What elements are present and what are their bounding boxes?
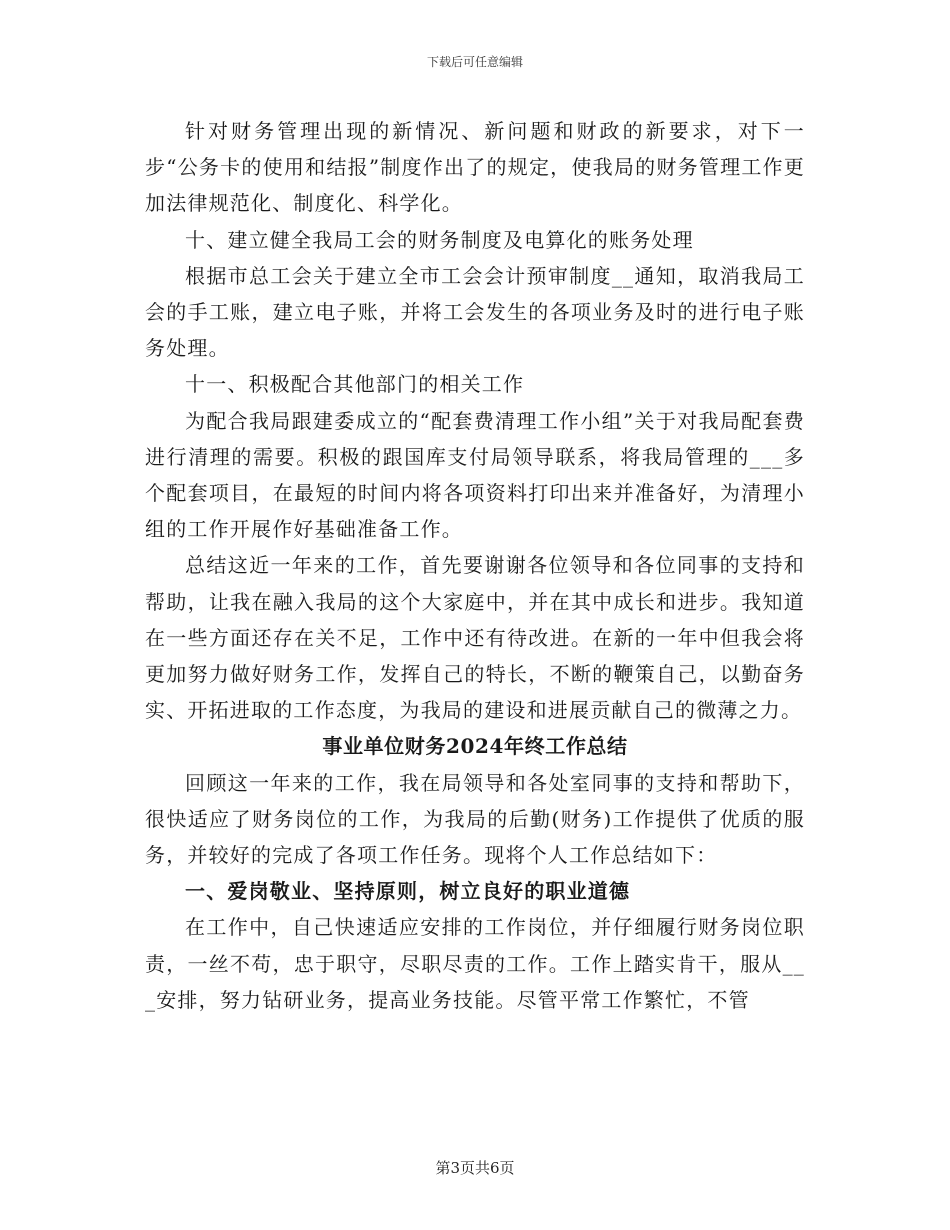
section-heading-cooperation: 十一、积极配合其他部门的相关工作 — [185, 372, 525, 397]
paragraph-review: 回顾这一年来的工作，我在局领导和各处室同事的支持和帮助下，很快适应了财务岗位的工作，为我局的后勤(财务)工作提供了优质的服务，并较好的完成了各项工作任务。现将个人工作总结如下： — [145, 770, 805, 868]
paragraph-union-accounts: 根据市总工会关于建立全市工会会计预审制度__通知，取消我局工会的手工账，建立电子账，并将工会发生的各项业务及时的进行电子账务处理。 — [145, 263, 805, 361]
paragraph-work-duties: 在工作中，自己快速适应安排的工作岗位，并仔细履行财务岗位职责，一丝不苟，忠于职守，尽职尽责的工作。工作上踏实肯干，服从___安排，努力钻研业务，提高业务技能。尽管平常工作繁忙，不管 — [145, 915, 805, 1012]
section-heading-union-finance: 十、建立健全我局工会的财务制度及电算化的账务处理 — [185, 227, 694, 252]
paragraph-summary: 总结这近一年来的工作，首先要谢谢各位领导和各位同事的支持和帮助，让我在融入我局的这个大家庭中，并在其中成长和进步。我知道在一些方面还存在关不足，工作中还有待改进。在新的一年中但我会将更加努力做好财务工作，发挥自己的特长，不断的鞭策自己，以勤奋务实、开拓进取的工作态度，为我局的建设和进展贡献自己的微薄之力。 — [145, 553, 805, 723]
section-heading-ethics: 一、爱岗敬业、坚持原则，树立良好的职业道德 — [185, 879, 631, 904]
document-body — [145, 113, 805, 1018]
document-title: 事业单位财务2024年终工作总结 — [322, 734, 628, 759]
header-note: 下载后可任意编辑 — [426, 55, 523, 69]
paragraph-cooperation: 为配合我局跟建委成立的“配套费清理工作小组”关于对我局配套费进行清理的需要。积极的跟国库支付局领导联系，将我局管理的___多个配套项目，在最短的时间内将各项资料打印出来并准备好，为清理小组的工作开展作好基础准备工作。 — [145, 408, 805, 542]
paragraph-card-rules: 针对财务管理出现的新情况、新问题和财政的新要求，对下一步“公务卡的使用和结报”制度作出了的规定，使我局的财务管理工作更加法律规范化、制度化、科学化。 — [145, 119, 805, 216]
page-number: 第3页共6页 — [435, 1159, 515, 1177]
